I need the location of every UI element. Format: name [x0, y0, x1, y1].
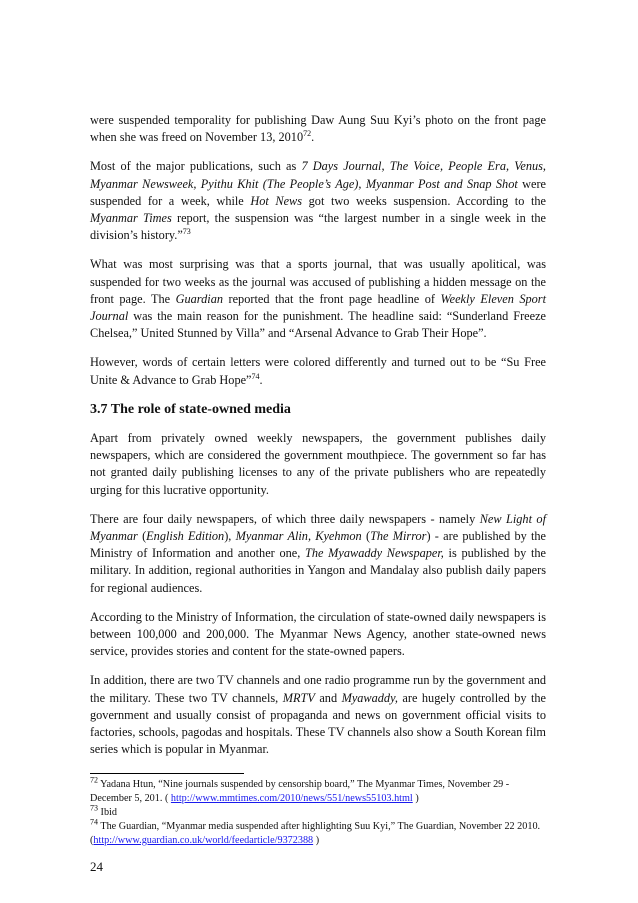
footnote-link[interactable]: http://www.mmtimes.com/2010/news/551/news55103.html — [170, 792, 413, 804]
footnote-text: Ibid — [98, 806, 117, 818]
paragraph-2 — [90, 158, 546, 244]
text: According to the Ministry of Information, the circulation of state-owned daily newspapers is between 100,000 and 200,000. The Myanmar News Agency, another state-owned news service, provides stories and content for the state-owned papers. — [90, 609, 546, 659]
footnote-73 — [90, 803, 546, 820]
paragraph-3 — [90, 256, 546, 342]
italic-text: Myanmar Alin, Kyehmon — [235, 529, 362, 544]
text: . — [311, 130, 315, 145]
document-page — [90, 112, 546, 875]
text: Apart from privately owned weekly newspapers, the government publishes daily newspapers, which are considered the government mouthpiece. The government so far has not granted daily publishing licenses to any of the private publishers who are repeatedly urging for this lucrative opportunity. — [90, 431, 546, 497]
text: is published by the military. In addition, regional authorities in Yangon and Mandalay also publish daily papers for regional audiences. — [90, 546, 546, 595]
text: were suspended temporality for publishing Daw Aung Suu Kyi’s photo on the front page when she was freed on November 13, 2010 — [90, 113, 546, 145]
paragraph-1 — [90, 112, 546, 146]
text: What was most surprising was that a sports journal, that was usually apolitical, was suspended for two weeks as the journal was accused of publishing a hidden message on the front page. The — [90, 257, 546, 306]
paragraph-7 — [90, 609, 546, 661]
paragraph-4 — [90, 354, 546, 388]
footnote-text: ) — [412, 792, 419, 804]
italic-text: New Light of Myanmar — [90, 511, 546, 544]
footnote-ref-72[interactable]: 72 — [303, 129, 312, 139]
italic-text: MRTV — [282, 690, 315, 705]
text: . — [259, 372, 263, 387]
text: were suspended for a week, while — [90, 176, 546, 208]
italic-text: The Myawaddy Newspaper, — [305, 546, 444, 561]
italic-text: The Mirror — [370, 529, 427, 544]
footnote-ref-74[interactable]: 74 — [251, 371, 260, 381]
page-number: 24 — [90, 858, 103, 874]
text: are hugely controlled by the government and usually consist of propaganda and news on government official visits to factories, schools, pagodas and hospitals. These TV channels also show a South Korean film series which is popular in Myanmar. — [90, 690, 546, 757]
italic-text: 7 Days Journal, The Voice, People Era, Venus, Myanmar Newsweek, Pyithu Khit (The People’s Age), Myanmar Post and Snap Shot — [90, 159, 546, 191]
text: There are four daily newspapers, of which three daily newspapers - namely — [90, 511, 480, 526]
footnote-number: 74 — [90, 817, 98, 827]
italic-text: Weekly Eleven Sport Journal — [90, 291, 547, 324]
footnote-link[interactable]: http://www.guardian.co.uk/world/feedarticle/9372388 — [93, 834, 314, 846]
text: In addition, there are two TV channels and one radio programme run by the government and the military. These two TV channels, — [90, 673, 546, 705]
text: reported that the front page headline of — [223, 291, 441, 306]
footnote-number: 72 — [90, 775, 98, 785]
text: and — [314, 690, 342, 705]
paragraph-8 — [90, 672, 546, 758]
italic-text: Guardian — [175, 291, 223, 306]
italic-text: English Edition — [146, 529, 225, 544]
italic-text: Myanmar Times — [90, 211, 172, 226]
paragraph-6 — [90, 511, 546, 597]
footnote-divider — [90, 773, 244, 774]
section-heading: 3.7 The role of state-owned media — [90, 401, 291, 417]
footnote-ref-73[interactable]: 73 — [182, 227, 191, 237]
text: ( — [361, 529, 371, 544]
text: ), — [224, 529, 236, 544]
footnote-72 — [90, 775, 546, 806]
text: ( — [137, 529, 147, 544]
footnote-text: The Guardian, “Myanmar media suspended after highlighting Suu Kyi,” The Guardian, November 22 2010. ( — [90, 820, 541, 846]
text: However, words of certain letters were colored differently and turned out to be “Su Free Unite & Advance to Grab Hope” — [90, 355, 546, 387]
text: was the main reason for the punishment. The headline said: “Sunderland Freeze Chelsea,” United Stunned by Villa” and “Arsenal Advance to Grab Their Hope”. — [90, 309, 546, 341]
paragraph-5 — [90, 430, 546, 499]
footnote-number: 73 — [90, 803, 98, 813]
footnote-text: Yadana Htun, “Nine journals suspended by censorship board,” The Myanmar Times, November 29 - December 5, 201. ( — [90, 778, 510, 804]
text: got two weeks suspension. According to the — [302, 193, 546, 208]
footnote-text: ) — [313, 834, 320, 846]
text: ) - are published by the Ministry of Information and another one, — [90, 529, 547, 561]
text: report, the suspension was “the largest number in a single week in the division’s history.” — [90, 211, 546, 243]
footnote-74 — [90, 817, 546, 848]
italic-text: Myawaddy, — [341, 690, 398, 705]
text: Most of the major publications, such as — [90, 159, 302, 174]
italic-text: Hot News — [250, 193, 303, 208]
